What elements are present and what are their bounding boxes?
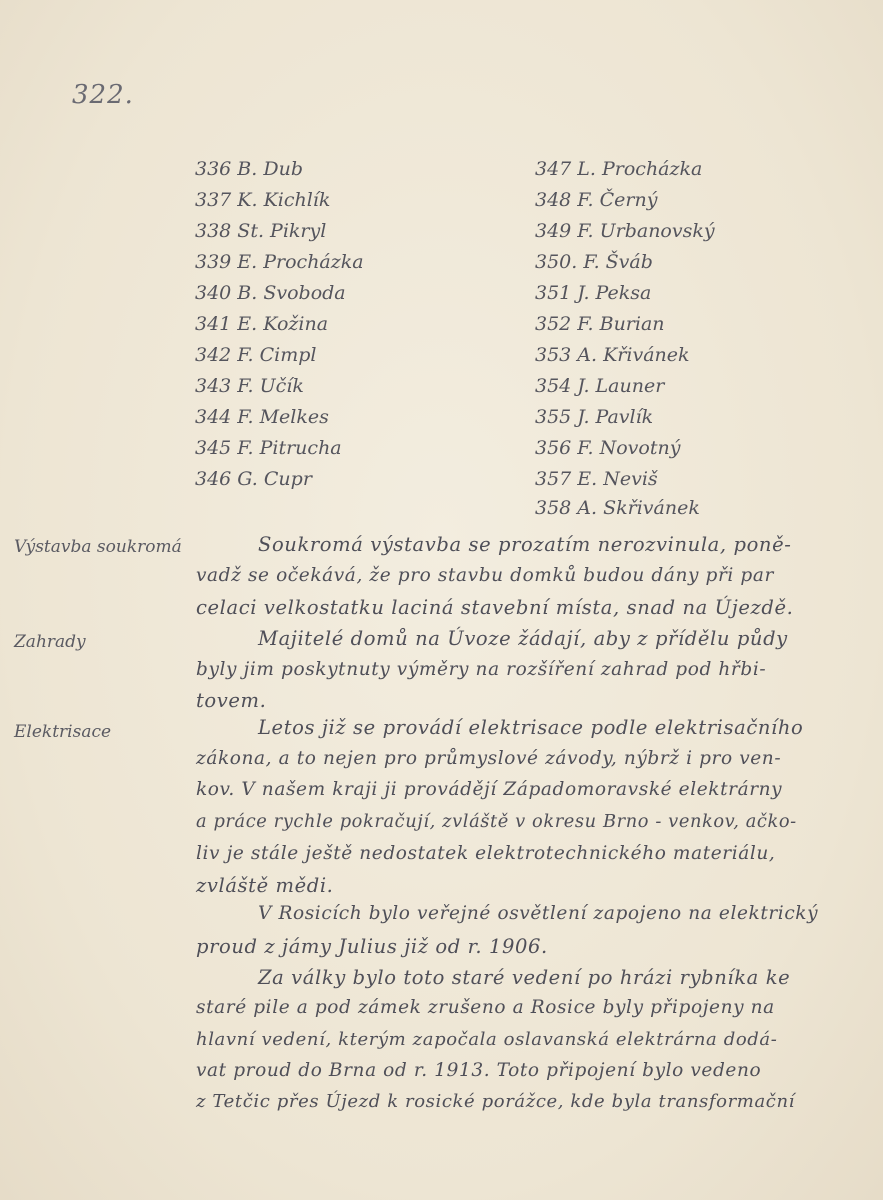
roster-entry: 354 J. Launer	[535, 375, 665, 397]
text-line: Za války bylo toto staré vedení po hrázi rybníka ke	[258, 966, 791, 989]
text-line: V Rosicích bylo veřejné osvětlení zapojeno na elektrický	[258, 903, 819, 924]
roster-entry: 346 G. Cupr	[195, 468, 312, 490]
roster-entry: 357 E. Neviš	[535, 468, 658, 490]
roster-entry: 347 L. Procházka	[535, 158, 703, 180]
roster-entry: 341 E. Kožina	[195, 313, 329, 335]
roster-entry: 340 B. Svoboda	[195, 282, 346, 304]
roster-entry: 337 K. Kichlík	[195, 189, 331, 211]
text-line: Majitelé domů na Úvoze žádají, aby z přídělu půdy	[258, 627, 788, 650]
text-line: vat proud do Brna od r. 1913. Toto připojení bylo vedeno	[196, 1060, 762, 1081]
text-line: tovem.	[196, 689, 267, 712]
text-line: Letos již se provádí elektrisace podle elektrisačního	[258, 716, 804, 739]
roster-entry: 352 F. Burian	[535, 313, 665, 335]
margin-heading: Zahrady	[14, 632, 86, 652]
roster-entry: 349 F. Urbanovský	[535, 220, 715, 242]
roster-entry: 339 E. Procházka	[195, 251, 364, 273]
roster-entry: 351 J. Peksa	[535, 282, 652, 304]
text-line: kov. V našem kraji ji provádějí Západomoravské elektrárny	[196, 779, 783, 800]
roster-entry: 358 A. Skřivánek	[535, 497, 700, 519]
roster-entry: 343 F. Učík	[195, 375, 304, 397]
roster-entry: 348 F. Černý	[535, 189, 658, 211]
roster-entry: 356 F. Novotný	[535, 437, 681, 459]
roster-entry: 350. F. Šváb	[535, 251, 653, 273]
roster-entry: 336 B. Dub	[195, 158, 303, 180]
text-line: byly jim poskytnuty výměry na rozšíření zahrad pod hřbi-	[196, 659, 767, 680]
roster-entry: 353 A. Křivánek	[535, 344, 690, 366]
roster-entry: 344 F. Melkes	[195, 406, 329, 428]
text-line: a práce rychle pokračují, zvláště v okresu Brno - venkov, ačko-	[196, 811, 797, 832]
text-line: vadž se očekává, že pro stavbu domků budou dány při par	[196, 565, 774, 586]
margin-heading: Elektrisace	[14, 722, 112, 742]
text-line: proud z jámy Julius již od r. 1906.	[196, 935, 548, 958]
roster-entry: 345 F. Pitrucha	[195, 437, 342, 459]
text-line: zákona, a to nejen pro průmyslové závody, nýbrž i pro ven-	[196, 748, 782, 769]
text-line: celaci velkostatku laciná stavební místa, snad na Újezdě.	[196, 596, 794, 619]
text-line: z Tetčic přes Újezd k rosické porážce, kde byla transformační	[196, 1091, 796, 1112]
text-line: hlavní vedení, kterým započala oslavanská elektrárna dodá-	[196, 1029, 778, 1050]
roster-entry: 338 St. Pikryl	[195, 220, 327, 242]
text-line: Soukromá výstavba se prozatím nerozvinula, poně-	[258, 533, 792, 556]
text-line: staré pile a pod zámek zrušeno a Rosice byly připojeny na	[196, 997, 775, 1018]
roster-entry: 342 F. Cimpl	[195, 344, 317, 366]
roster-entry: 355 J. Pavlík	[535, 406, 654, 428]
text-line: zvláště mědi.	[196, 874, 334, 897]
text-line: liv je stále ještě nedostatek elektrotechnického materiálu,	[196, 843, 776, 864]
page-number: 322.	[72, 80, 134, 110]
margin-heading: Výstavba soukromá	[14, 537, 182, 557]
